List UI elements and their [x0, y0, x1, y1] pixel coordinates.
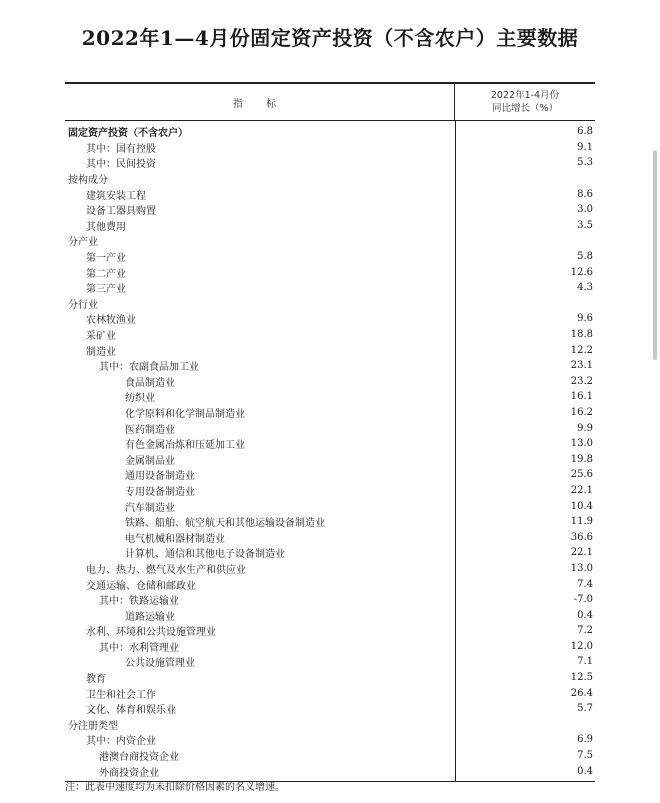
table-row — [65, 748, 595, 764]
table-row — [65, 623, 595, 639]
table-row — [65, 342, 595, 358]
table-row — [65, 654, 595, 670]
row-label: 分行业 — [68, 299, 98, 311]
row-label: 铁路、船舶、航空航天和其他运输设备制造业 — [125, 518, 325, 530]
table-row — [65, 685, 595, 701]
row-value: 5.7 — [577, 703, 593, 715]
row-label: 医药制造业 — [125, 424, 175, 436]
row-label: 卫生和社会工作 — [86, 689, 156, 701]
row-label: 固定资产投资（不含农户） — [68, 128, 188, 140]
header-metric: 同比增长（%） — [491, 103, 559, 114]
table-row — [65, 732, 595, 748]
row-value: 6.9 — [577, 734, 593, 746]
row-value: 9.1 — [577, 141, 593, 153]
table-row — [65, 311, 595, 327]
row-value: 4.3 — [577, 282, 593, 294]
table-row — [65, 483, 595, 499]
row-value: 9.6 — [577, 313, 593, 325]
table-row — [65, 155, 595, 171]
footnote: 注：此表中速度均为未扣除价格因素的名义增速。 — [65, 782, 285, 793]
row-value: 11.9 — [570, 516, 593, 528]
table-row — [65, 561, 595, 577]
table-row — [65, 701, 595, 717]
table-row — [65, 451, 595, 467]
row-label: 制造业 — [86, 346, 116, 358]
row-label: 分注册类型 — [68, 720, 118, 732]
row-label: 文化、体育和娱乐业 — [86, 705, 176, 717]
row-value: 12.5 — [570, 672, 593, 684]
row-value: 16.2 — [570, 406, 593, 418]
table-row — [65, 280, 595, 296]
row-value: -7.0 — [573, 594, 593, 606]
row-value: 22.1 — [570, 547, 593, 559]
row-label: 食品制造业 — [125, 377, 175, 389]
row-label: 其中：内资企业 — [86, 736, 156, 748]
row-value: 19.8 — [570, 453, 593, 465]
row-label: 通用设备制造业 — [125, 471, 195, 483]
row-label: 水利、环境和公共设施管理业 — [86, 627, 216, 639]
table-row — [65, 202, 595, 218]
row-label: 第一产业 — [86, 253, 126, 265]
row-value: 18.8 — [570, 329, 593, 341]
row-value: 22.1 — [570, 484, 593, 496]
row-label: 分产业 — [68, 237, 98, 249]
table-row — [65, 576, 595, 592]
row-label: 设备工器具购置 — [86, 206, 156, 218]
table-row — [65, 186, 595, 202]
row-value: 0.4 — [577, 609, 593, 621]
table-header — [65, 84, 595, 121]
row-label: 第三产业 — [86, 284, 126, 296]
row-value: 23.2 — [570, 375, 593, 387]
row-value: 7.1 — [577, 656, 593, 668]
table-row — [65, 498, 595, 514]
table-row — [65, 140, 595, 156]
row-label: 公共设施管理业 — [125, 658, 195, 670]
row-value: 26.4 — [570, 687, 593, 699]
table-row — [65, 389, 595, 405]
table-body — [65, 121, 595, 781]
row-label: 电气机械和器材制造业 — [125, 533, 225, 545]
scrollbar[interactable] — [653, 150, 657, 360]
row-value: 13.0 — [570, 562, 593, 574]
row-label: 专用设备制造业 — [125, 486, 195, 498]
table-row — [65, 374, 595, 390]
row-label: 采矿业 — [86, 331, 116, 343]
row-value: 25.6 — [570, 469, 593, 481]
row-label: 外商投资企业 — [99, 767, 159, 779]
row-label: 建筑安装工程 — [86, 190, 146, 202]
table-row — [65, 296, 595, 312]
row-value: 12.6 — [570, 266, 593, 278]
row-label: 其中：民间投资 — [86, 159, 156, 171]
row-value: 36.6 — [570, 531, 593, 543]
table-row — [65, 436, 595, 452]
row-value: 10.4 — [570, 500, 593, 512]
row-label: 金属制品业 — [125, 455, 175, 467]
table-row — [65, 218, 595, 234]
table-row — [65, 249, 595, 265]
table-row — [65, 467, 595, 483]
row-label: 汽车制造业 — [125, 502, 175, 514]
row-value: 7.4 — [577, 578, 593, 590]
row-label: 电力、热力、燃气及水生产和供应业 — [86, 564, 246, 576]
page-title: 2022年1—4月份固定资产投资（不含农户）主要数据 — [81, 26, 579, 50]
table-row — [65, 529, 595, 545]
row-label: 有色金属冶炼和压延加工业 — [125, 440, 245, 452]
table-row — [65, 670, 595, 686]
table-row — [65, 607, 595, 623]
table-row — [65, 233, 595, 249]
row-value: 13.0 — [570, 438, 593, 450]
table-row — [65, 763, 595, 779]
table-row — [65, 420, 595, 436]
row-label: 其他费用 — [86, 221, 126, 233]
header-value — [454, 84, 595, 120]
row-label: 计算机、通信和其他电子设备制造业 — [125, 549, 285, 561]
header-period: 2022年1-4月份 — [490, 90, 560, 101]
row-label: 交通运输、仓储和邮政业 — [86, 580, 196, 592]
row-value: 5.8 — [577, 251, 593, 263]
row-label: 教育 — [86, 674, 106, 686]
table-row — [65, 514, 595, 530]
row-label: 其中：铁路运输业 — [99, 596, 179, 608]
row-value: 3.5 — [577, 219, 593, 231]
table-row — [65, 171, 595, 187]
row-value: 5.3 — [577, 157, 593, 169]
row-label: 道路运输业 — [125, 611, 175, 623]
data-table — [65, 82, 595, 782]
table-row — [65, 124, 595, 140]
row-label: 港澳台商投资企业 — [99, 752, 179, 764]
table-row — [65, 592, 595, 608]
row-label: 农林牧渔业 — [86, 315, 136, 327]
row-value: 23.1 — [570, 360, 593, 372]
row-value: 3.0 — [577, 204, 593, 216]
header-indicator: 指 标 — [232, 98, 287, 110]
row-label: 其中：农副食品加工业 — [99, 362, 199, 374]
row-label: 化学原料和化学制品制造业 — [125, 408, 245, 420]
row-label: 其中：水利管理业 — [99, 642, 179, 654]
row-value: 6.8 — [577, 126, 593, 138]
table-row — [65, 358, 595, 374]
row-value: 9.9 — [577, 422, 593, 434]
row-value: 12.0 — [570, 640, 593, 652]
table-row — [65, 327, 595, 343]
row-value: 0.4 — [577, 765, 593, 777]
table-row — [65, 639, 595, 655]
row-value: 16.1 — [570, 391, 593, 403]
row-label: 按构成分 — [68, 175, 108, 187]
row-value: 7.5 — [577, 750, 593, 762]
table-row — [65, 405, 595, 421]
table-row — [65, 717, 595, 733]
row-label: 纺织业 — [125, 393, 155, 405]
row-value: 8.6 — [577, 188, 593, 200]
table-row — [65, 545, 595, 561]
row-value: 7.2 — [577, 625, 593, 637]
row-value: 12.2 — [570, 344, 593, 356]
row-label: 其中：国有控股 — [86, 143, 156, 155]
table-row — [65, 264, 595, 280]
row-label: 第二产业 — [86, 268, 126, 280]
